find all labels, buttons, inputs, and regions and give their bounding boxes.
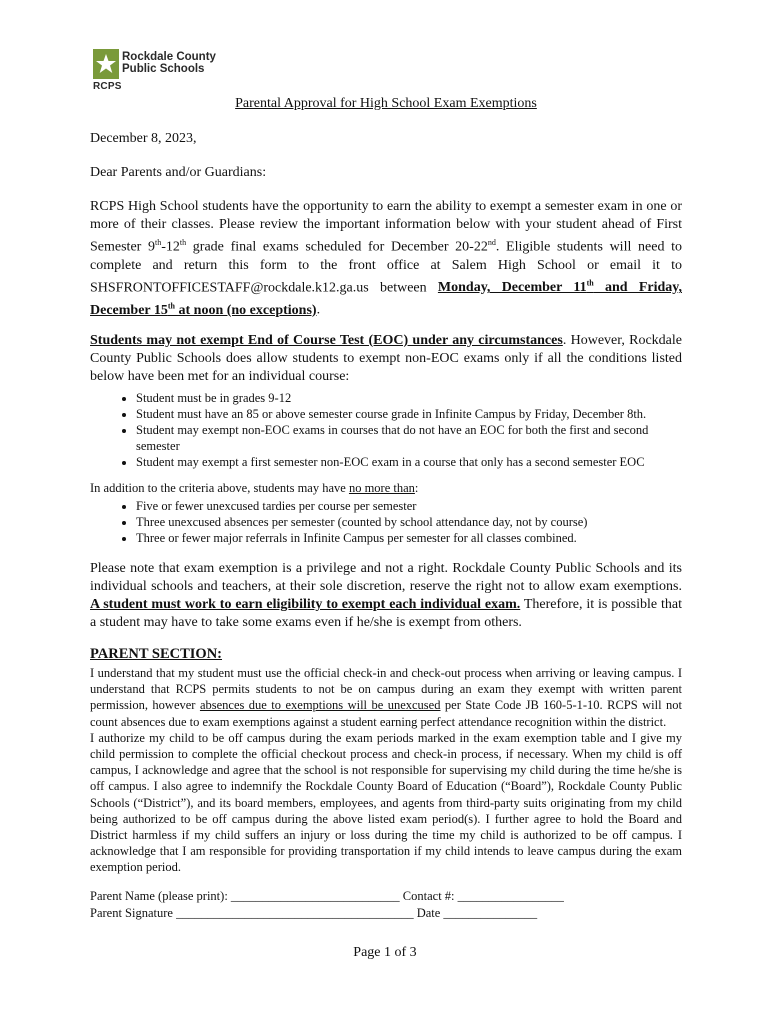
- list-item: • Five or fewer unexcused tardies per course per semester: [136, 498, 682, 514]
- logo-wordmark: Rockdale County Public Schools: [122, 51, 216, 75]
- logo-abbreviation: RCPS: [93, 81, 122, 92]
- intro-paragraph: RCPS High School students have the opportunity to earn the ability to exempt a semester exam in one or more of their classes. Please review the important information below with your student ahead of First Semester 9th-12th grade final exams scheduled for December 20-22nd. Eligible students will need to complete and return this form to the front office at Salem High School or email it to SHSFRONTOFFICESTAFF@rockdale.k12.ga.us between Monday, December 11th and Friday, December 15th at noon (no exceptions).: [90, 199, 683, 318]
- parent-paragraph-2: I authorize my child to be off campus during the exam periods marked in the exam exemption table and I give my child permission to complete the official checkout process and check-in process, if necessary. When my child is off campus, I acknowledge and agree that the school is not responsible for supervising my child during the time he/she is off campus. I also agree to indemnify the Rockdale County Board of Education (“Board”), Rockdale County Public Schools (“District”), and its board members, employees, and agents from third-party suits originating from my child being authorized to be off campus during the above listed exam period(s). I further agree to hold the Board and District harmless if my child suffers an injury or loss during the time my child is authorized to be off campus. I acknowledge that I am responsible for providing transportation if my child intends to leave campus during the exam exemption period.: [90, 730, 682, 875]
- document-title: Parental Approval for High School Exam Exemptions: [235, 96, 537, 111]
- limits-list: [90, 498, 682, 546]
- rcps-logo: [92, 48, 222, 92]
- list-item: • Student must have an 85 or above semester course grade in Infinite Campus by Friday, December 8th.: [136, 406, 682, 422]
- list-item: • Three unexcused absences per semester (counted by school attendance day, not by course): [136, 514, 682, 530]
- eoc-paragraph: Students may not exempt End of Course Test (EOC) under any circumstances. However, Rockdale County Public Schools does allow students to exempt non-EOC exams only if all the conditions listed below have been met for an individual course:: [90, 332, 682, 384]
- letter-body: [90, 96, 682, 922]
- parent-signature-line[interactable]: Parent Signature ______________________________________ Date _______________: [90, 905, 538, 920]
- privilege-paragraph: Please note that exam exemption is a privilege and not a right. Rockdale County Public Schools and its individual schools and teachers, at their sole discretion, reserve the right not to allow exam exemptions. A student must work to earn eligibility to exempt each individual exam. Therefore, it is possible that a student may have to take some exams even if he/she is exempt from others.: [90, 560, 682, 630]
- logo-star-icon: [92, 48, 120, 82]
- list-item: • Student may exempt non-EOC exams in courses that do not have an EOC for both the first and second semester: [136, 422, 682, 454]
- parent-paragraph-1: I understand that my student must use the official check-in and check-out process when arriving or leaving campus. I understand that RCPS permits students to not be on campus during an exam they exempt with written parent permission, however absences due to exemptions will be unexcused per State Code JB 160-5-1-10. RCPS will not count absences due to exam exemptions against a student earning perfect attendance recognition within the district.: [90, 665, 683, 729]
- criteria-intro: In addition to the criteria above, students may have no more than:: [90, 480, 419, 495]
- parent-name-line[interactable]: Parent Name (please print): ___________________________ Contact #: _________________: [90, 888, 564, 903]
- list-item: • Student may exempt a first semester non-EOC exam in a course that only has a second semester EOC: [136, 454, 682, 470]
- page-number: Page 1 of 3: [353, 945, 417, 960]
- letter-date: December 8, 2023,: [90, 131, 197, 146]
- parent-section-heading: PARENT SECTION:: [90, 645, 223, 662]
- letter-greeting: Dear Parents and/or Guardians:: [90, 165, 267, 180]
- eligibility-conditions-list: [90, 390, 682, 470]
- list-item: • Student must be in grades 9-12: [136, 390, 682, 406]
- list-item: • Three or fewer major referrals in Infinite Campus per semester for all classes combined.: [136, 530, 682, 546]
- signature-block: [90, 888, 682, 922]
